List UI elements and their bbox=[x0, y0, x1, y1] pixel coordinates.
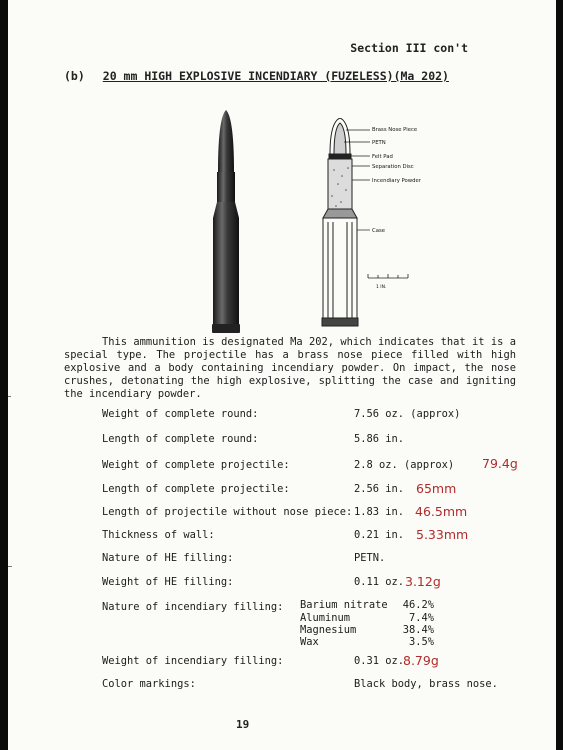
spec-label: Length of complete round: bbox=[102, 433, 259, 445]
spec-label: Weight of incendiary filling: bbox=[102, 655, 284, 667]
document-page bbox=[8, 0, 556, 750]
spec-label: Weight of complete round: bbox=[102, 408, 259, 420]
handwritten-note: 46.5mm bbox=[415, 504, 468, 519]
spec-value: 2.8 oz. (approx) bbox=[354, 459, 455, 471]
cutaway-diagram bbox=[312, 118, 432, 330]
callout-separation-disc: Separation Disc bbox=[372, 164, 414, 170]
spec-value: 0.11 oz. bbox=[354, 576, 405, 588]
composition-percent: 38.4% bbox=[402, 624, 434, 636]
callout-case: Case bbox=[372, 228, 385, 234]
handwritten-note: 3.12g bbox=[405, 574, 441, 589]
composition-percent: 46.2% bbox=[402, 599, 434, 611]
spec-value: 2.56 in. bbox=[354, 483, 405, 495]
spec-label: Nature of incendiary filling: bbox=[102, 601, 284, 613]
spec-value: 1.83 in. bbox=[354, 506, 405, 518]
spec-label: Weight of complete projectile: bbox=[102, 459, 290, 471]
handwritten-note: 79.4g bbox=[482, 456, 518, 471]
composition-name: Barium nitrate bbox=[300, 599, 388, 611]
handwritten-note: 8.79g bbox=[403, 653, 439, 668]
callout-felt-pad: Felt Pad bbox=[372, 154, 393, 160]
spec-value: 0.31 oz. bbox=[354, 655, 405, 667]
title-label: (b) bbox=[64, 69, 85, 83]
description-paragraph: This ammunition is designated Ma 202, which indicates that it is a special type. The projectile has a brass nose piece filled with high explosive and a body containing incendiary powder. On impact, the nose crushes, detonating the high explosive, splitting the case and igniting the incendiary powder. bbox=[64, 336, 516, 400]
spec-label: Thickness of wall: bbox=[102, 529, 215, 541]
composition-percent: 3.5% bbox=[408, 636, 434, 648]
callout-brass-nose-piece: Brass Nose Piece bbox=[372, 127, 418, 133]
scale-bar-label: 1 IN. bbox=[376, 285, 387, 290]
spec-label: Length of complete projectile: bbox=[102, 483, 290, 495]
section-header: Section III con't bbox=[350, 41, 468, 55]
callout-incendiary-powder: Incendiary Powder bbox=[372, 178, 421, 184]
handwritten-note: 65mm bbox=[416, 481, 457, 496]
callout-petn: PETN bbox=[372, 140, 386, 146]
spec-label: Weight of HE filling: bbox=[102, 576, 234, 588]
spec-value: 0.21 in. bbox=[354, 529, 405, 541]
composition-name: Wax bbox=[300, 636, 319, 648]
spec-value: PETN. bbox=[354, 552, 386, 564]
cartridge-photo bbox=[206, 110, 246, 334]
handwritten-note: 5.33mm bbox=[416, 527, 469, 542]
document-title bbox=[64, 69, 449, 83]
spec-value: Black body, brass nose. bbox=[354, 678, 498, 690]
title-text: 20 mm HIGH EXPLOSIVE INCENDIARY (FUZELESS)(Ma 202) bbox=[102, 69, 449, 83]
composition-name: Magnesium bbox=[300, 624, 357, 636]
page-number: 19 bbox=[236, 718, 250, 731]
spec-label: Nature of HE filling: bbox=[102, 552, 234, 564]
composition-percent: 7.4% bbox=[408, 612, 434, 624]
scan-mark bbox=[8, 566, 12, 567]
spec-value: 5.86 in. bbox=[354, 433, 405, 445]
spec-label: Length of projectile without nose piece: bbox=[102, 506, 353, 518]
scan-mark bbox=[8, 396, 11, 397]
composition-name: Aluminum bbox=[300, 612, 351, 624]
spec-value: 7.56 oz. (approx) bbox=[354, 408, 461, 420]
spec-label: Color markings: bbox=[102, 678, 196, 690]
